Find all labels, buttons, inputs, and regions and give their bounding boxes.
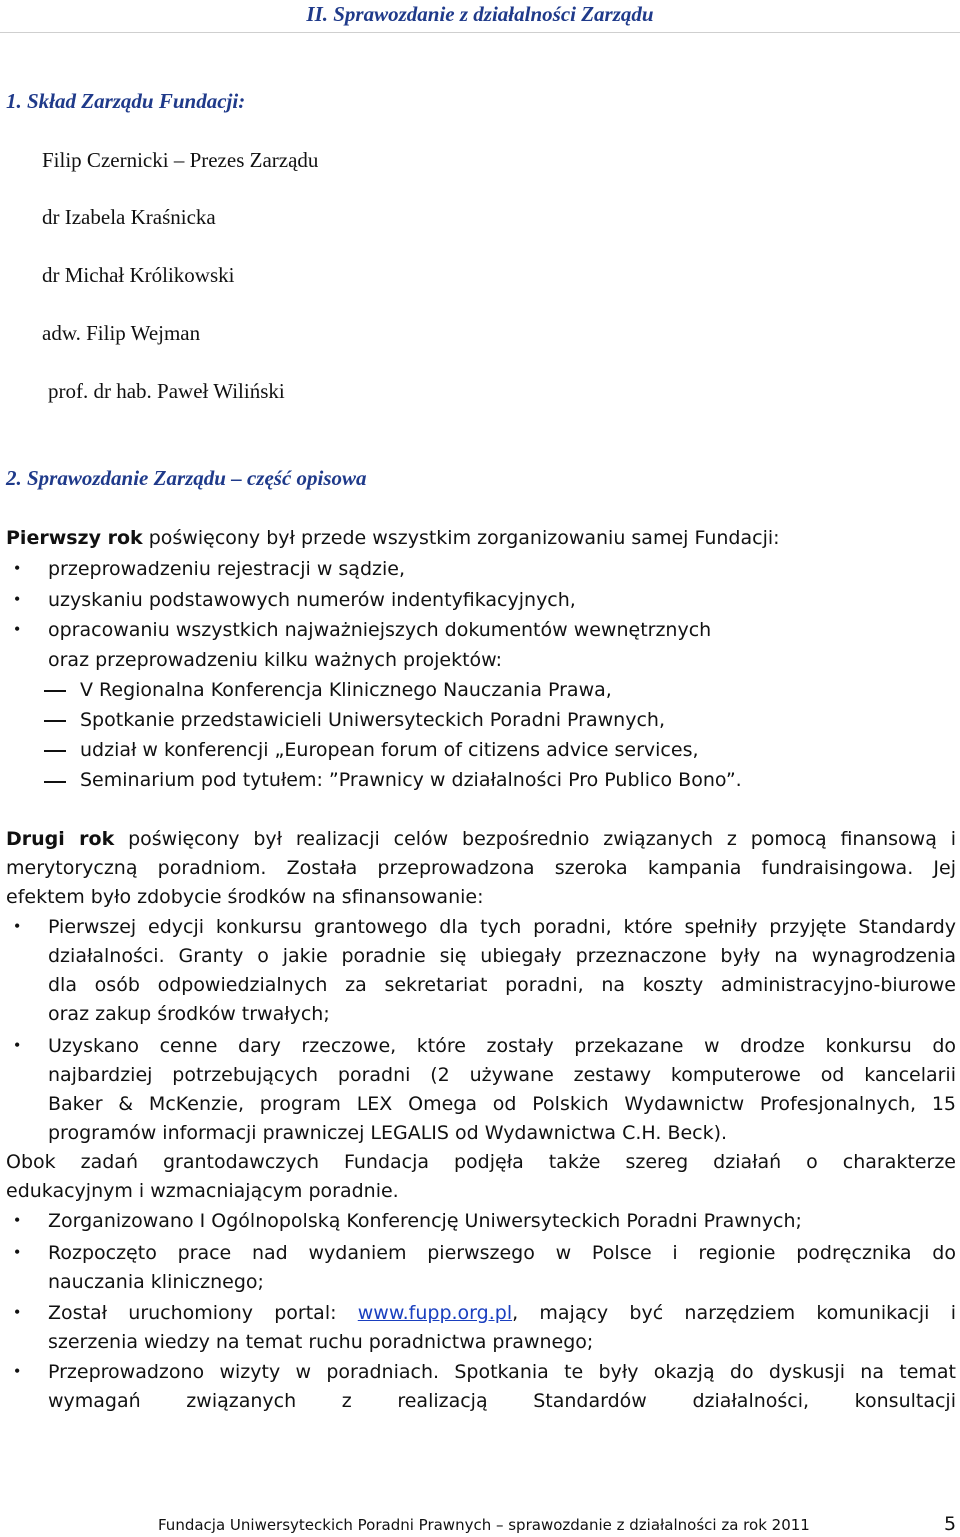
year1-bullet-3: opracowaniu wszystkich najważniejszych dokumentów wewnętrznych	[48, 619, 712, 641]
year1-project-1: V Regionalna Konferencja Klinicznego Nauczania Prawa,	[80, 679, 612, 701]
year2-b1-line-4: oraz zakup środków trwałych;	[48, 1003, 330, 1025]
year2-bold: Drugi rok	[6, 828, 115, 850]
other-b3-line-2: szerzenia wiedzy na temat ruchu poradnictwa prawnego;	[48, 1331, 594, 1353]
year1-rest: poświęcony był przede wszystkim zorganizowaniu samej Fundacji:	[142, 527, 780, 549]
bullet-dot: •	[14, 1210, 21, 1230]
dash-marker	[44, 720, 66, 722]
other-b3-line-1	[48, 1302, 956, 1324]
member-1: Filip Czernicki – Prezes Zarządu	[42, 148, 319, 172]
member-5: prof. dr hab. Paweł Wiliński	[48, 379, 285, 403]
year2-b2-line-4: programów informacji prawniczej LEGALIS od Wydawnictwa C.H. Beck).	[48, 1122, 728, 1144]
member-2: dr Izabela Kraśnicka	[42, 205, 216, 229]
bullet-dot: •	[14, 589, 21, 609]
year2-line-3: efektem było zdobycie środków na sfinansowanie:	[6, 886, 484, 908]
member-4: adw. Filip Wejman	[42, 321, 201, 345]
year2-line1-rest: poświęcony był realizacji celów bezpośrednio związanych z pomocą finansową i	[114, 828, 956, 850]
bullet-dot: •	[14, 619, 21, 639]
bullet-dot: •	[14, 1302, 21, 1322]
page-number: 5	[944, 1513, 957, 1535]
other-bullet-1: Zorganizowano I Ogólnopolską Konferencję Uniwersyteckich Poradni Prawnych;	[48, 1210, 802, 1232]
year2-b2-line-3: Baker & McKenzie, program LEX Omega od Polskich Wydawnictw Profesjonalnych, 15	[48, 1093, 956, 1115]
member-3: dr Michał Królikowski	[42, 263, 235, 287]
other-line-1: Obok zadań grantodawczych Fundacja podjęła także szereg działań o charakterze	[6, 1151, 956, 1173]
portal-text-pre: Został uruchomiony portal:	[48, 1302, 358, 1324]
year1-project-2: Spotkanie przedstawicieli Uniwersyteckich Poradni Prawnych,	[80, 709, 665, 731]
other-b4-line-2: wymagań związanych z realizacją Standardów działalności, konsultacji	[48, 1390, 956, 1412]
other-b2-line-2: nauczania klinicznego;	[48, 1271, 264, 1293]
bullet-dot: •	[14, 558, 21, 578]
page-header	[0, 0, 960, 33]
bullet-dot: •	[14, 1361, 21, 1381]
dash-marker	[44, 781, 66, 783]
year2-line-1	[6, 828, 956, 850]
section2-heading: 2. Sprawozdanie Zarządu – część opisowa	[6, 466, 367, 490]
year1-project-3: udział w konferencji „European forum of citizens advice services,	[80, 739, 699, 761]
year1-continuation: oraz przeprowadzeniu kilku ważnych projektów:	[48, 649, 503, 671]
year1-bold: Pierwszy rok	[6, 527, 143, 549]
year2-b1-line-1: Pierwszej edycji konkursu grantowego dla tych poradni, które spełniły przyjęte Standardy	[48, 916, 956, 938]
year1-bullet-1: przeprowadzeniu rejestracji w sądzie,	[48, 558, 405, 580]
footer-text: Fundacja Uniwersyteckich Poradni Prawnych – sprawozdanie z działalności za rok 2011	[158, 1516, 810, 1534]
portal-link[interactable]: www.fupp.org.pl	[357, 1302, 513, 1324]
section1-heading: 1. Skład Zarządu Fundacji:	[6, 89, 246, 113]
other-b2-line-1: Rozpoczęto prace nad wydaniem pierwszego w Polsce i regionie podręcznika do	[48, 1242, 956, 1264]
portal-text-post: , mający być narzędziem komunikacji i	[512, 1302, 956, 1324]
year2-line-2: merytoryczną poradniom. Została przeprowadzona szeroka kampania fundraisingowa. Jej	[6, 857, 956, 879]
year2-b1-line-2: działalności. Granty o jakie poradnie się ubiegały przeznaczone były na wynagrodzenia	[48, 945, 956, 967]
dash-marker	[44, 750, 66, 752]
dash-marker	[44, 690, 66, 692]
header-title: II. Sprawozdanie z działalności Zarządu	[306, 2, 654, 26]
year2-b2-line-2: najbardziej potrzebujących poradni (2 używane zestawy komputerowe od kancelarii	[48, 1064, 956, 1086]
year2-b2-line-1: Uzyskano cenne dary rzeczowe, które zostały przekazane w drodze konkursu do	[48, 1035, 956, 1057]
year1-project-4: Seminarium pod tytułem: ”Prawnicy w działalności Pro Publico Bono”.	[80, 769, 742, 791]
year1-bullet-2: uzyskaniu podstawowych numerów indentyfikacyjnych,	[48, 589, 576, 611]
year1-intro	[6, 527, 780, 549]
year2-b1-line-3: dla osób odpowiedzialnych za sekretariat poradni, na koszty administracyjno-biurowe	[48, 974, 956, 996]
bullet-dot: •	[14, 1035, 21, 1055]
other-b4-line-1: Przeprowadzono wizyty w poradniach. Spotkania te były okazją do dyskusji na temat	[48, 1361, 956, 1383]
bullet-dot: •	[14, 916, 21, 936]
bullet-dot: •	[14, 1242, 21, 1262]
other-line-2: edukacyjnym i wzmacniającym poradnie.	[6, 1180, 399, 1202]
